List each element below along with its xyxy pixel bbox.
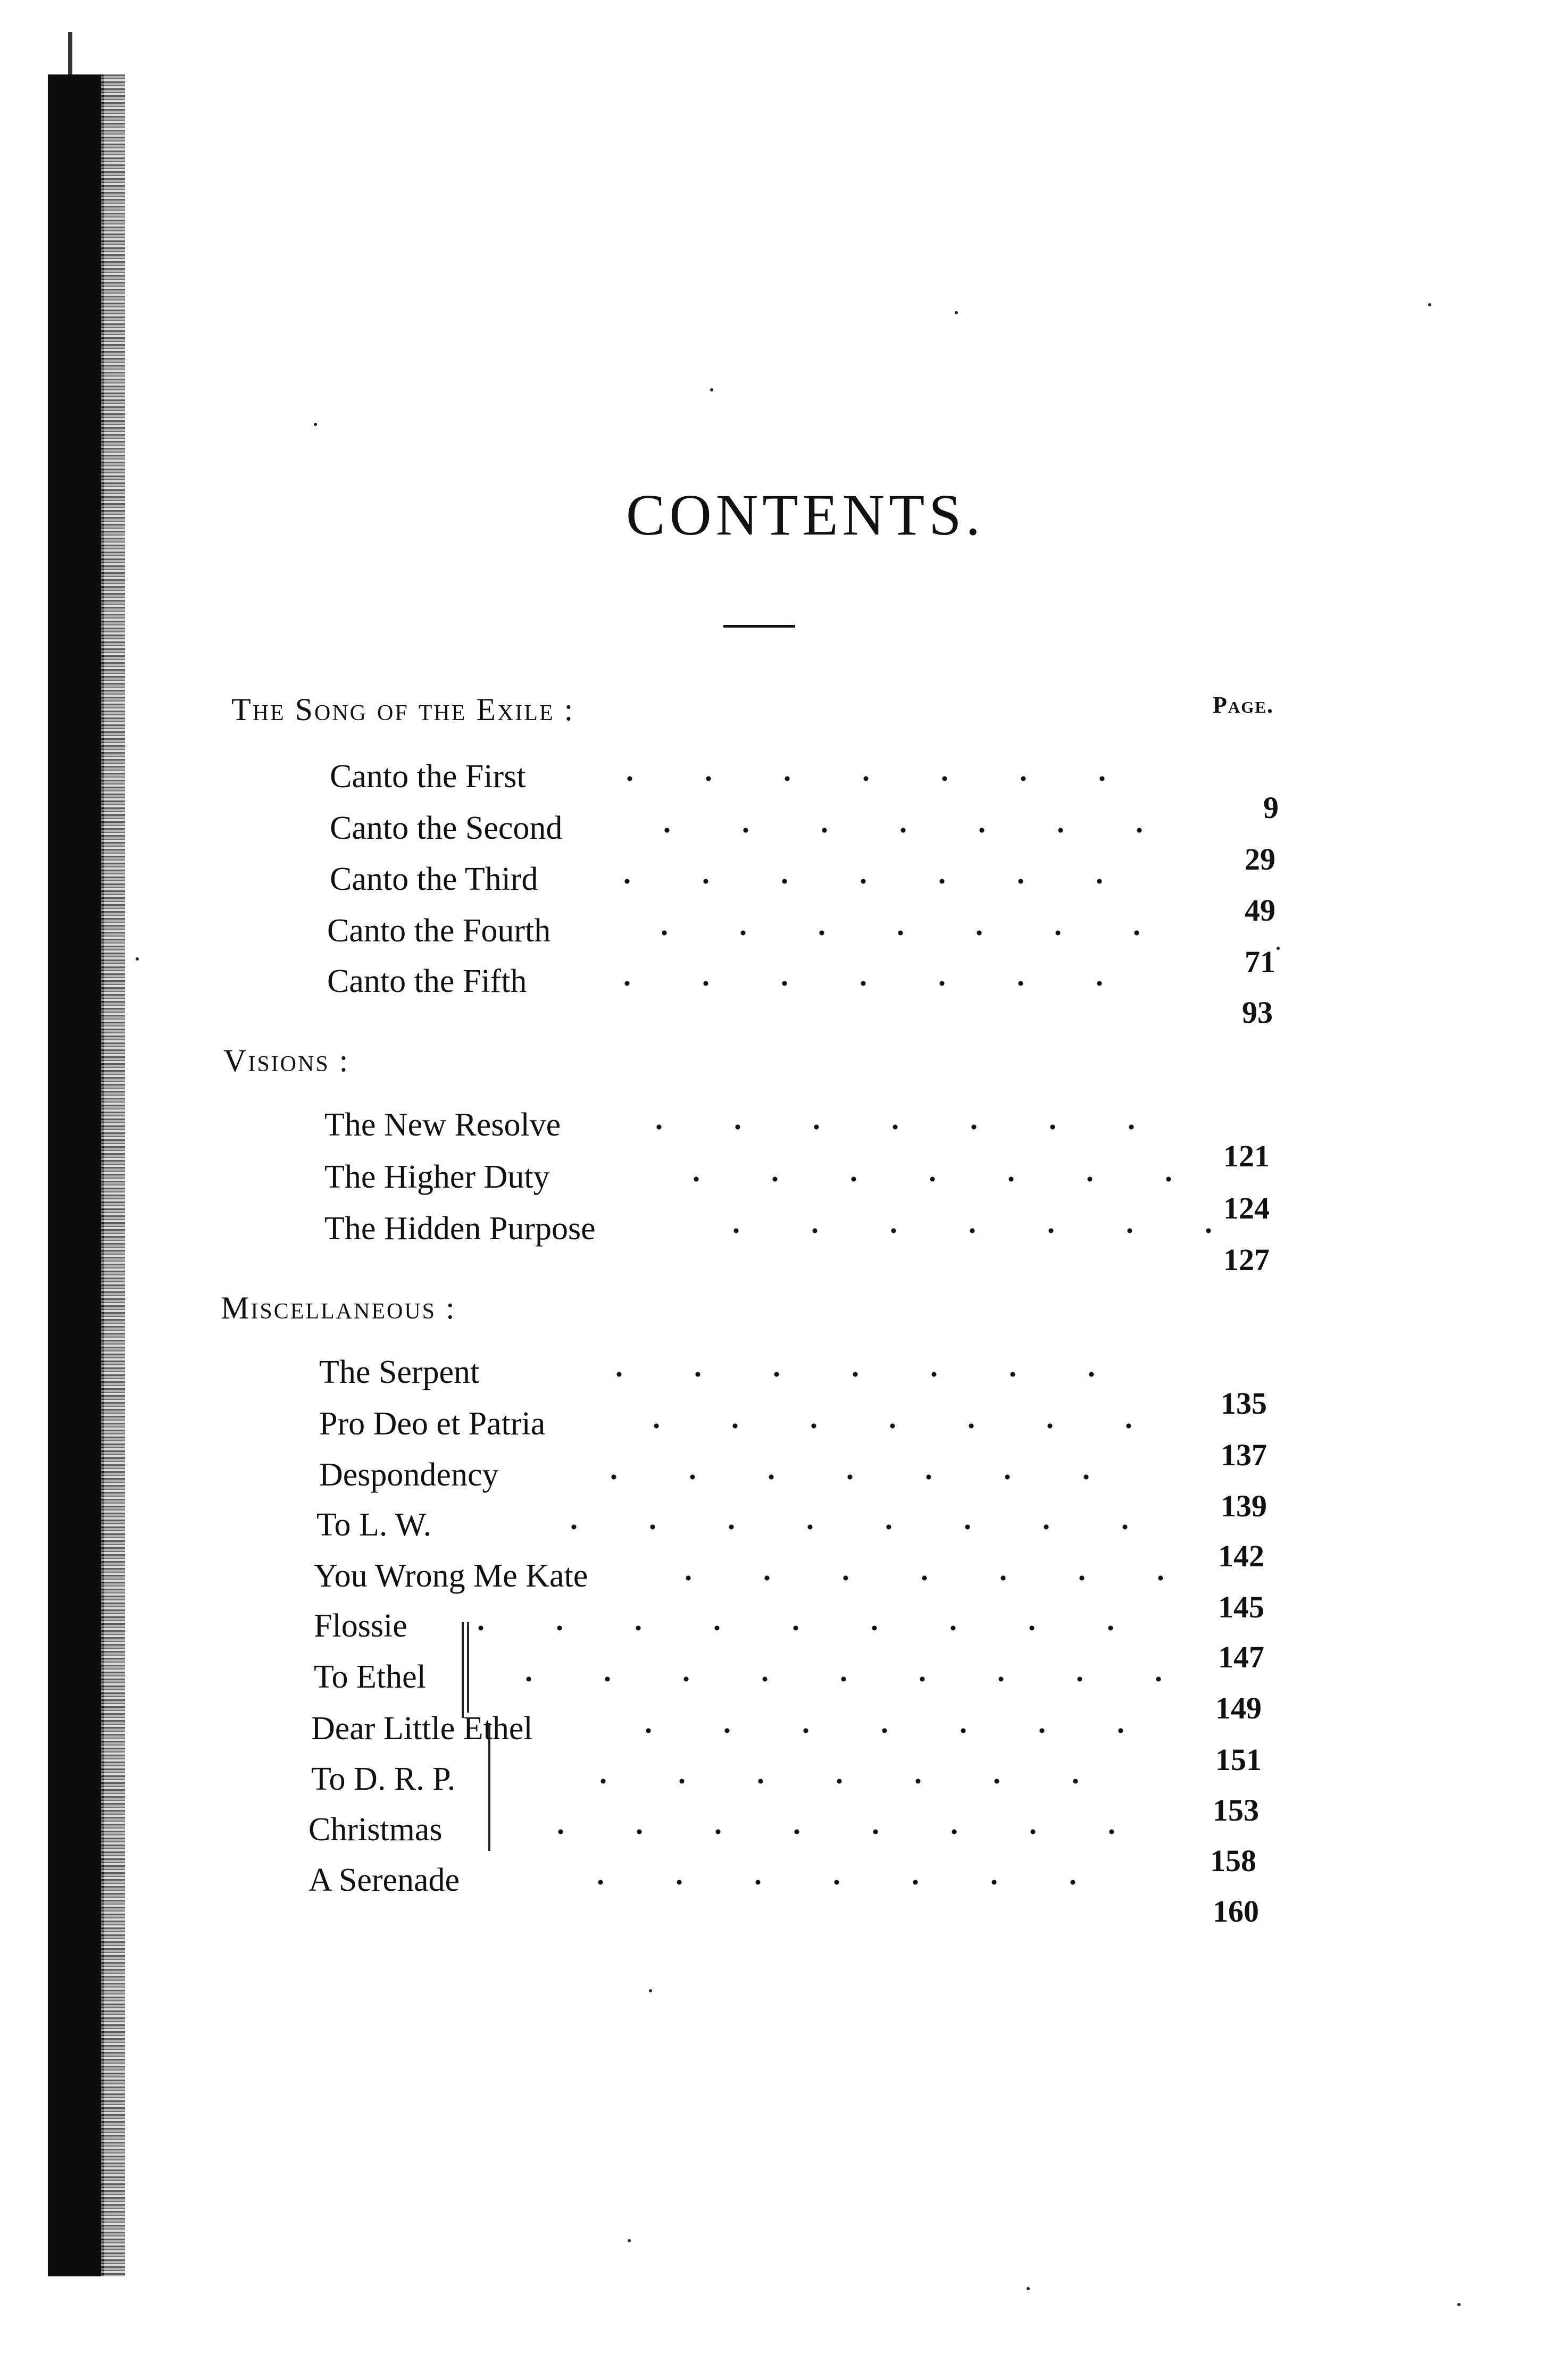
toc-entry-page: 93 (1242, 995, 1273, 1030)
toc-entry-title: To L. W. (316, 1507, 432, 1543)
dot-leader (649, 1575, 1181, 1581)
scan-speck (628, 2239, 631, 2242)
toc-entry-page: 71 (1245, 945, 1275, 979)
dot-leader (574, 1474, 1160, 1480)
toc-entry-page: 29 (1245, 842, 1275, 877)
toc-entry (314, 1658, 1271, 1725)
binding-edge (48, 74, 104, 2276)
dot-leader (564, 1779, 1149, 1784)
dot-leader (697, 1228, 1234, 1233)
dot-leader (588, 879, 1173, 884)
toc-entry (324, 1106, 1282, 1173)
scan-speck (1277, 947, 1280, 950)
toc-entry (311, 1710, 1269, 1777)
dot-leader (609, 1728, 1189, 1733)
toc-entry-page: 135 (1221, 1386, 1267, 1421)
pen-stroke-mark (467, 1622, 469, 1713)
toc-entry-title: Despondency (319, 1457, 499, 1493)
toc-entry-page: 153 (1213, 1793, 1259, 1827)
toc-entry (308, 1862, 1266, 1929)
section-heading-miscellaneous: Miscellaneous : (221, 1290, 456, 1325)
toc-entry (327, 963, 1285, 1030)
toc-entry-title: Canto the Second (330, 810, 563, 846)
toc-entry-page: 160 (1213, 1894, 1259, 1929)
scan-speck (1457, 2303, 1461, 2306)
toc-entry (311, 1760, 1269, 1827)
pen-stroke-mark (462, 1622, 464, 1718)
toc-entry-title: To D. R. P. (311, 1761, 456, 1797)
dot-leader (625, 930, 1210, 936)
toc-entry (314, 1607, 1271, 1674)
toc-entry (330, 809, 1287, 877)
toc-entry-title: Canto the Third (330, 861, 538, 897)
toc-entry-page: 137 (1221, 1438, 1267, 1472)
toc-entry (330, 861, 1287, 928)
toc-entry-title: Canto the Fourth (327, 913, 551, 949)
title-rule (723, 625, 795, 628)
scan-speck (314, 423, 317, 426)
toc-entry-title: The Hidden Purpose (324, 1211, 596, 1247)
toc-entry-title: The Serpent (319, 1354, 480, 1390)
toc-entry-title: The Higher Duty (324, 1159, 550, 1195)
toc-entry-page: 142 (1218, 1539, 1264, 1573)
toc-entry-page: 147 (1218, 1640, 1264, 1674)
binding-edge-top (68, 32, 72, 80)
toc-entry-page: 121 (1223, 1139, 1270, 1173)
toc-entry (330, 758, 1287, 825)
toc-entry-page: 149 (1215, 1691, 1262, 1725)
toc-entry (319, 1354, 1277, 1421)
scan-speck (710, 388, 713, 391)
toc-entry-title: Dear Little Ethel (311, 1710, 533, 1747)
toc-entry-page: 145 (1218, 1590, 1264, 1624)
toc-entry-page: 139 (1221, 1489, 1267, 1523)
scan-speck (136, 957, 139, 961)
toc-entry-page: 158 (1210, 1843, 1256, 1878)
toc-entry (319, 1405, 1277, 1472)
toc-entry (319, 1456, 1277, 1523)
dot-leader (580, 1372, 1165, 1377)
toc-entry-page: 49 (1245, 893, 1275, 928)
toc-entry (327, 912, 1285, 979)
toc-entry-title: The New Resolve (324, 1107, 561, 1143)
toc-entry-page: 127 (1223, 1242, 1270, 1277)
toc-entry-title: Pro Deo et Patria (319, 1406, 546, 1442)
dot-leader (657, 1176, 1242, 1182)
toc-entry (316, 1506, 1274, 1573)
toc-entry (324, 1210, 1282, 1277)
dot-leader (535, 1524, 1162, 1530)
section-heading-visions: Visions : (223, 1043, 350, 1078)
toc-entry-title: You Wrong Me Kate (314, 1558, 588, 1594)
dot-leader (628, 828, 1213, 833)
toc-entry-title: To Ethel (314, 1659, 426, 1695)
binding-edge-fringe (101, 74, 125, 2276)
toc-entry-title: Canto the First (330, 758, 526, 795)
dot-leader (620, 1124, 1205, 1130)
toc-entry-title: Flossie (314, 1608, 407, 1644)
dot-leader (521, 1829, 1186, 1834)
scan-speck (1027, 2287, 1030, 2290)
toc-entry-page: 151 (1215, 1742, 1262, 1777)
page-title: CONTENTS. (626, 482, 985, 547)
dot-leader (561, 1880, 1146, 1885)
section-heading-song-of-the-exile: The Song of the Exile : (231, 692, 575, 727)
toc-entry (308, 1811, 1266, 1878)
scan-speck (649, 1989, 652, 1992)
toc-entry (314, 1557, 1271, 1624)
toc-entry-title: Christmas (308, 1812, 443, 1848)
toc-entry-page: 124 (1223, 1191, 1270, 1225)
toc-entry-title: A Serenade (308, 1862, 460, 1898)
dot-leader (441, 1625, 1186, 1631)
pen-stroke-mark (488, 1723, 490, 1851)
page-column-label: Page. (1213, 692, 1274, 718)
toc-entry-title: Canto the Fifth (327, 963, 527, 999)
toc-entry (324, 1158, 1282, 1225)
scan-speck (1428, 303, 1431, 306)
dot-leader (588, 981, 1173, 986)
scan-speck (955, 311, 958, 314)
toc-entry-page: 9 (1263, 790, 1279, 825)
dot-leader (590, 776, 1175, 781)
dot-leader (617, 1423, 1202, 1429)
dot-leader (489, 1676, 1181, 1682)
